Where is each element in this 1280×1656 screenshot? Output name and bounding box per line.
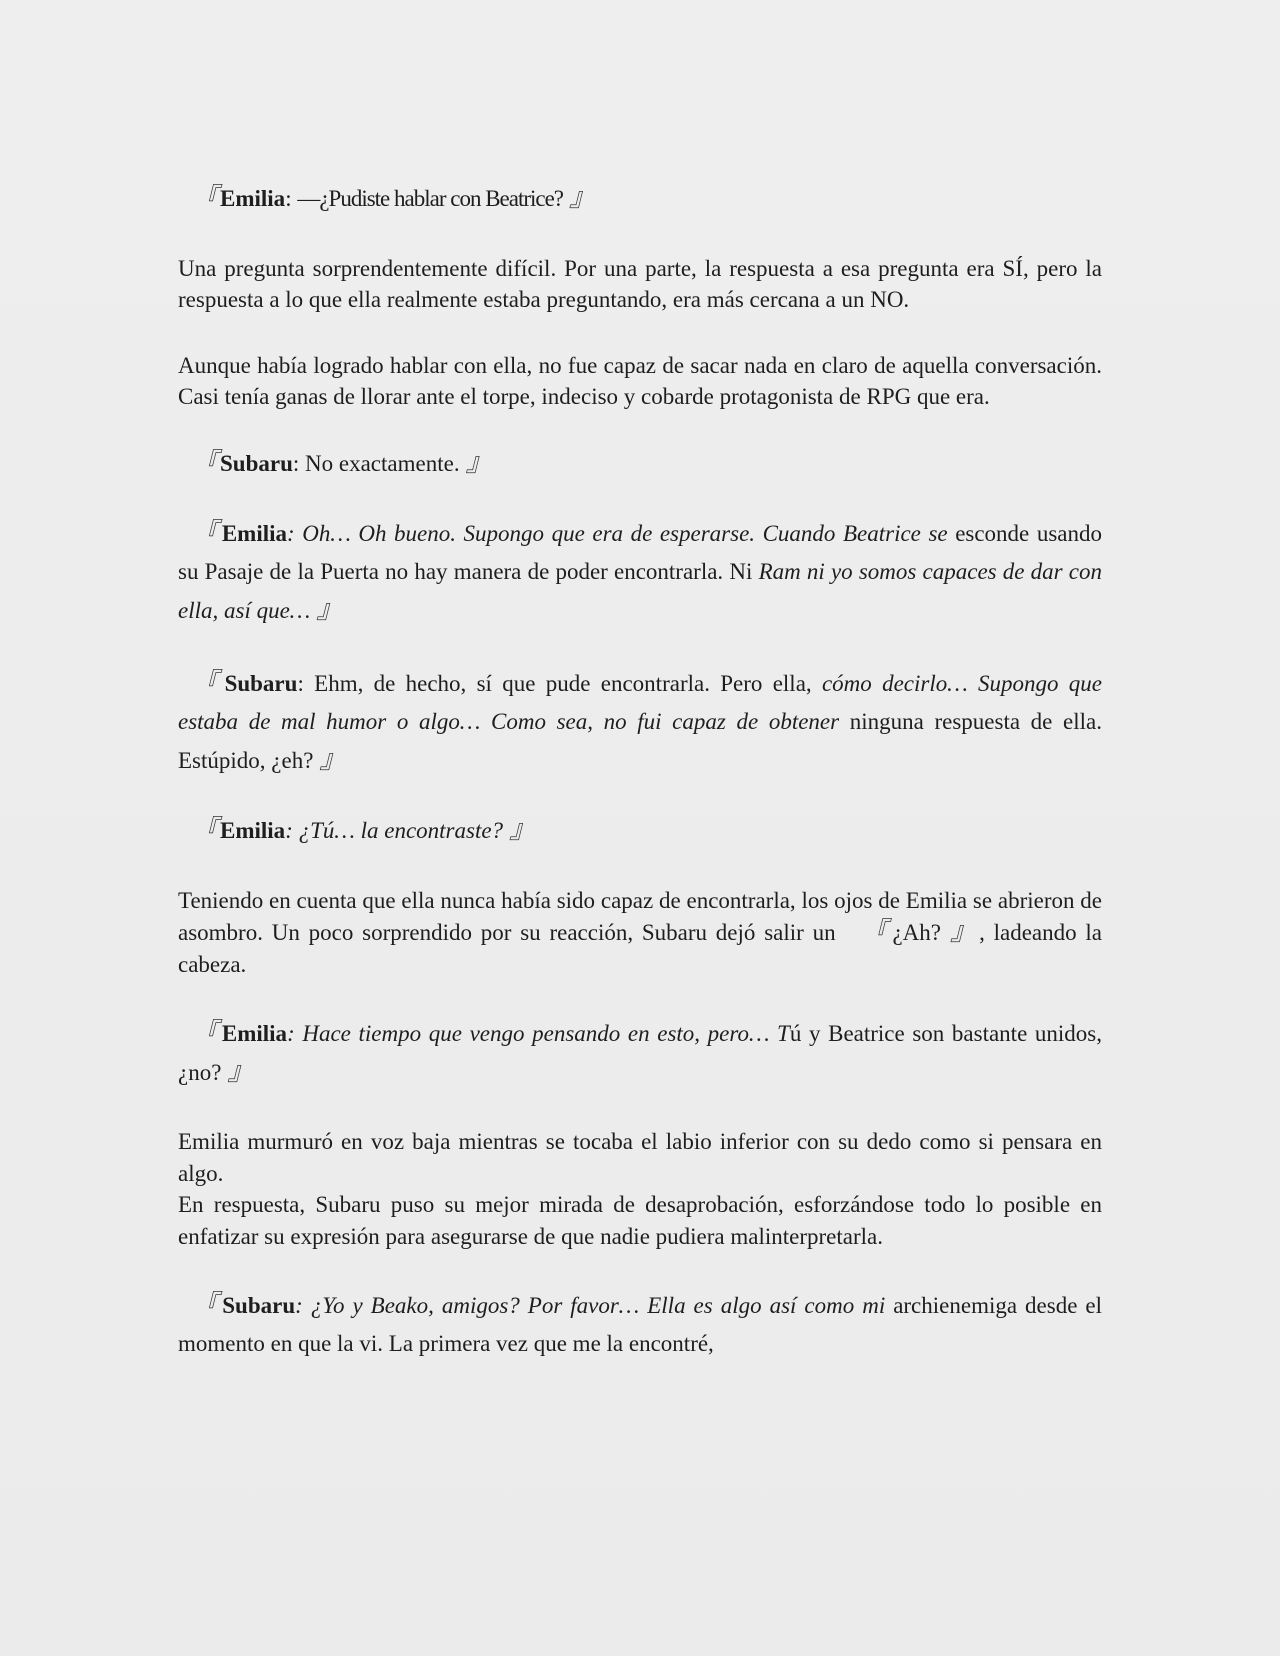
- dialogue-line: 『Subaru: No exactamente. 』: [192, 447, 492, 477]
- dialogue-text: ¿Yo y Beako, amigos? Por favor… Ella es algo así como mi: [310, 1293, 886, 1318]
- dialogue-text: No exactamente.: [305, 450, 460, 476]
- quote-open: 『: [192, 183, 219, 212]
- dialogue-text: Hace tiempo que vengo pensando en esto, pero… T: [302, 1021, 790, 1046]
- dialogue-line: 『Emilia: —¿Pudiste hablar con Beatrice? 』: [192, 183, 596, 212]
- speaker-name: Subaru: [220, 450, 293, 476]
- dialogue-text: ninguna respuesta de ella. Estúpido, ¿eh?: [178, 709, 1102, 773]
- narration-paragraph: Una pregunta sorprendentemente difícil. Por una parte, la respuesta a esa pregunta era SÍ, pero la respuesta a lo que ella realmente estaba preguntando, era más cercana a un NO.: [178, 255, 1102, 312]
- narration-paragraph: En respuesta, Subaru puso su mejor mirada de desaprobación, esforzándose todo lo posible en enfatizar su expresión para asegurarse de que nadie pudiera malinterpretarla.: [178, 1192, 1102, 1249]
- quote-close: 』: [569, 183, 596, 212]
- dialogue-line: 『Emilia: ¿Tú… la encontraste? 』: [192, 815, 536, 844]
- speaker-name: Emilia: [221, 521, 287, 546]
- speaker-name: Emilia: [220, 818, 286, 843]
- dialogue-text: archienemiga desde el momento en que la vi. La primera vez que me la encontré,: [178, 1293, 1102, 1356]
- narration-paragraph: Teniendo en cuenta que ella nunca había sido capaz de encontrarla, los ojos de Emilia se abrieron de asombro. Un poco sorprendido por su reacción, Subaru dejó salir un 『¿Ah? 』, ladeando la cabeza.: [178, 887, 1102, 977]
- dialogue-text: —¿Pudiste hablar con Beatrice?: [297, 186, 564, 211]
- dialogue-text: cómo decirlo… Supongo que estaba de mal humor o algo… Como sea, no fui capaz de obtener: [178, 671, 1102, 734]
- dialogue-text: Ehm, de hecho, sí que pude encontrarla. Pero ella,: [314, 671, 812, 696]
- speaker-name: Subaru: [224, 671, 298, 696]
- narration-paragraph: Aunque había logrado hablar con ella, no fue capaz de sacar nada en claro de aquella conversación. Casi tenía ganas de llorar ante el torpe, indeciso y cobarde protagonista de RPG que era.: [178, 352, 1102, 409]
- dialogue-line: 『Subaru: ¿Yo y Beako, amigos? Por favor… Ella es algo así como mi archienemiga desde el momento en que la vi. La primera vez que me la encontré,: [178, 1290, 1102, 1356]
- speaker-name: Subaru: [222, 1293, 296, 1318]
- speaker-name: Emilia: [220, 186, 286, 211]
- dialogue-text: ú y Beatrice son bastante unidos, ¿no?: [178, 1021, 1102, 1085]
- inline-quote: ¿Ah?: [892, 920, 941, 945]
- dialogue-text: Ram ni yo somos capaces de dar con ella, así que…: [178, 559, 1103, 623]
- speaker-name: Emilia: [221, 1021, 288, 1046]
- dialogue-text: ¿Tú… la encontraste?: [298, 818, 504, 843]
- dialogue-line: 『Emilia: Hace tiempo que vengo pensando en esto, pero… Tú y Beatrice son bastante unidos, ¿no? 』: [178, 1018, 1102, 1086]
- dialogue-line: 『Emilia: Oh… Oh bueno. Supongo que era de esperarse. Cuando Beatrice se esconde usando su Pasaje de la Puerta no hay manera de poder encontrarla. Ni Ram ni yo somos capaces de dar con ella, así que… 』: [178, 518, 1103, 624]
- dialogue-text: esconde usando su Pasaje de la Puerta no hay manera de poder encontrarla. Ni: [178, 521, 1102, 584]
- document-body: [178, 182, 1102, 1363]
- dialogue-text: Oh… Oh bueno. Supongo que era de esperarse. Cuando Beatrice se: [302, 521, 948, 546]
- narration-paragraph: Emilia murmuró en voz baja mientras se tocaba el labio inferior con su dedo como si pensara en algo.: [178, 1129, 1102, 1186]
- dialogue-line: 『Subaru: Ehm, de hecho, sí que pude encontrarla. Pero ella, cómo decirlo… Supongo que estaba de mal humor o algo… Como sea, no fui capaz de obtener ninguna respuesta de ella. Estúpido, ¿eh? 』: [178, 668, 1102, 774]
